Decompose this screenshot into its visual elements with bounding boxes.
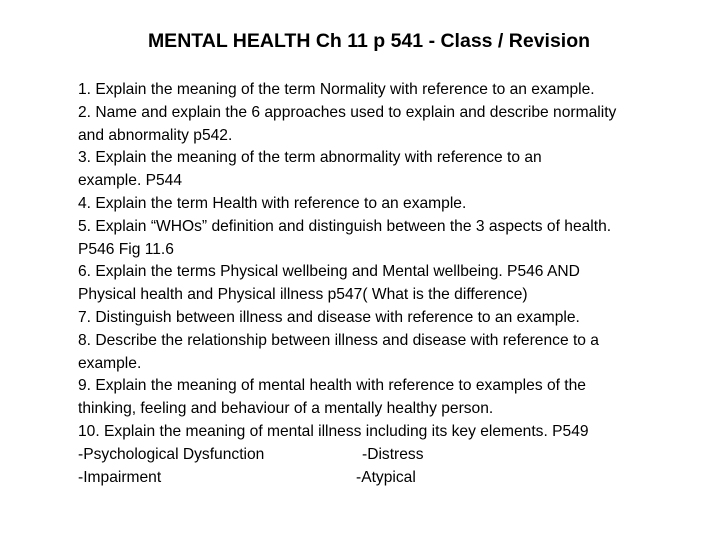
- question-line: Physical health and Physical illness p547( What is the difference): [78, 286, 528, 304]
- question-line: 3. Explain the meaning of the term abnormality with reference to an: [78, 149, 542, 167]
- question-line: 2. Name and explain the 6 approaches used to explain and describe normality: [78, 103, 617, 121]
- question-line: P546 Fig 11.6: [78, 240, 174, 258]
- question-line: 4. Explain the term Health with reference to an example.: [78, 194, 467, 212]
- question-line: 6. Explain the terms Physical wellbeing and Mental wellbeing. P546 AND: [78, 263, 580, 281]
- question-line: 7. Distinguish between illness and disease with reference to an example.: [78, 308, 580, 326]
- slide-title: MENTAL HEALTH Ch 11 p 541 - Class / Revision: [147, 30, 591, 52]
- question-line: 1. Explain the meaning of the term Normality with reference to an example.: [78, 81, 595, 98]
- key-element-right: -Atypical: [356, 468, 416, 486]
- key-elements-row: [78, 444, 678, 467]
- question-line: 5. Explain “WHOs” definition and distinguish between the 3 aspects of health.: [78, 217, 612, 235]
- key-element-left: -Psychological Dysfunction: [78, 445, 265, 463]
- key-elements-row: [78, 467, 678, 490]
- question-line: example. P544: [78, 172, 183, 190]
- question-list: [78, 79, 678, 489]
- key-element-left: -Impairment: [78, 468, 162, 486]
- question-line: thinking, feeling and behaviour of a mentally healthy person.: [78, 400, 494, 418]
- question-line: and abnormality p542.: [78, 126, 233, 144]
- question-line: example.: [78, 354, 142, 372]
- question-line: 10. Explain the meaning of mental illness including its key elements. P549: [78, 422, 589, 440]
- question-line: 9. Explain the meaning of mental health with reference to examples of the: [78, 377, 586, 395]
- question-line: 8. Describe the relationship between illness and disease with reference to a: [78, 331, 599, 349]
- key-element-right: -Distress: [362, 445, 424, 463]
